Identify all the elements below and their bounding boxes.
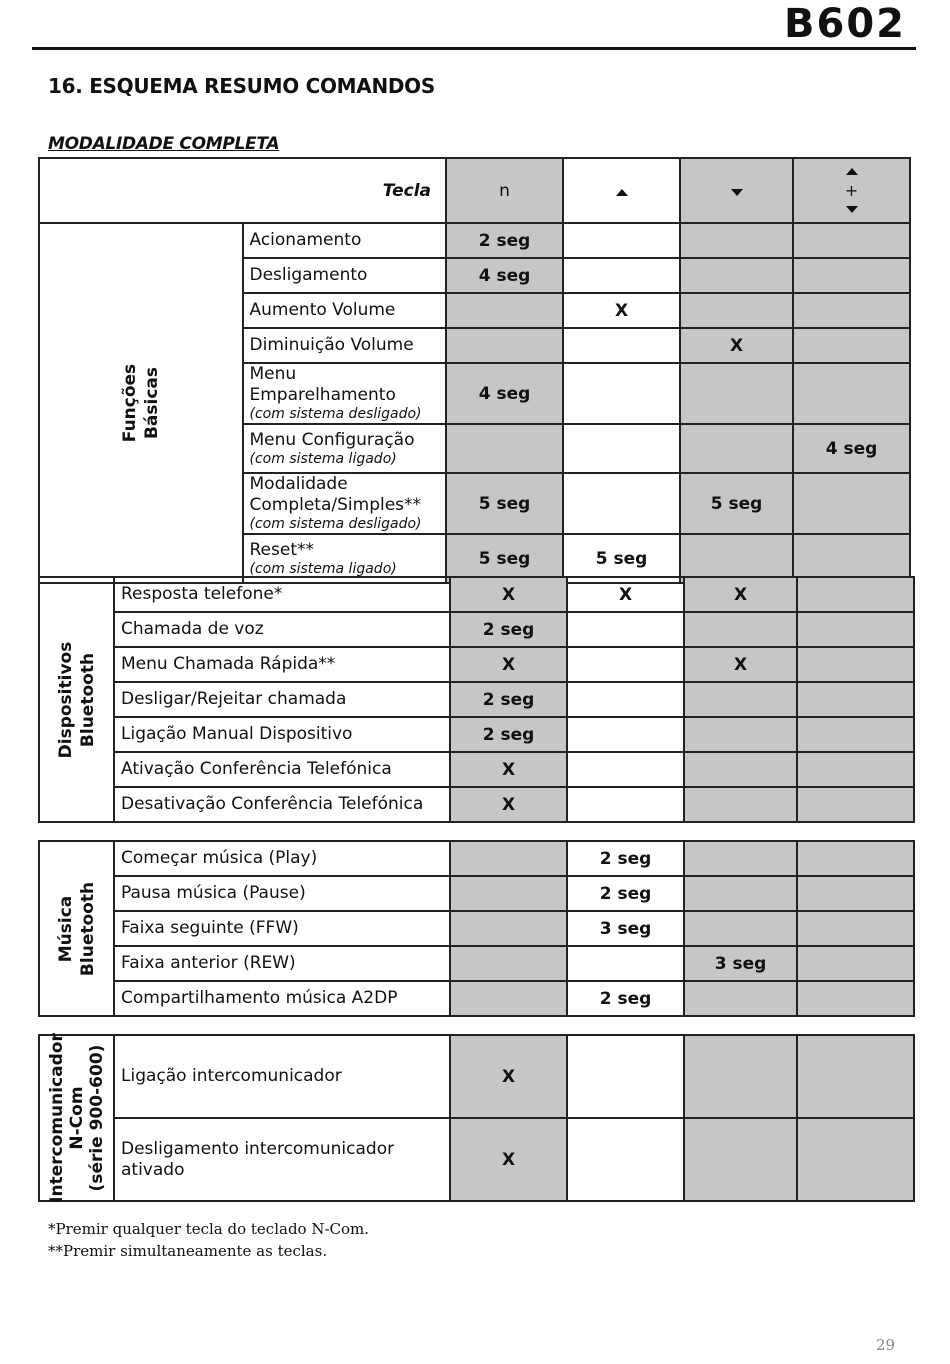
row-label-text: Menu Emparelhamento xyxy=(249,364,396,405)
table-row xyxy=(39,717,914,752)
footnote-1: *Premir qualquer tecla do teclado N-Com. xyxy=(48,1220,370,1238)
cell-key-up xyxy=(563,363,680,424)
cell-key-down xyxy=(684,911,797,946)
cell-key-down xyxy=(684,682,797,717)
cell-key-n: X xyxy=(450,1118,567,1201)
cell-key-up xyxy=(563,473,680,534)
table-row xyxy=(39,612,914,647)
cell-key-up xyxy=(563,424,680,473)
cell-key-down: X xyxy=(684,577,797,612)
cell-key-n: X xyxy=(450,752,567,787)
table-row xyxy=(39,752,914,787)
table-row xyxy=(39,876,914,911)
cell-key-down: 3 seg xyxy=(684,946,797,981)
cell-key-up xyxy=(563,258,680,293)
table-header-row xyxy=(39,158,910,223)
section-title: 16. ESQUEMA RESUMO COMANDOS xyxy=(48,74,435,98)
table-basic-functions xyxy=(38,157,911,584)
group-label-line: Básicas xyxy=(141,366,162,440)
table-row xyxy=(39,577,914,612)
row-label: Compartilhamento música A2DP xyxy=(114,981,450,1016)
row-label: Resposta telefone* xyxy=(114,577,450,612)
group-label-music xyxy=(39,841,114,1016)
cell-key-combo xyxy=(797,1035,914,1118)
group-label-line: Dispositivos xyxy=(55,641,76,758)
row-label: Desligamento intercomunicador ativado xyxy=(114,1118,450,1201)
row-label: Menu Chamada Rápida** xyxy=(114,647,450,682)
cell-key-combo xyxy=(793,328,910,363)
row-label xyxy=(243,363,447,424)
cell-key-combo xyxy=(793,473,910,534)
cell-key-up xyxy=(567,1118,684,1201)
table-row xyxy=(39,647,914,682)
table-row xyxy=(39,911,914,946)
group-label-intercom xyxy=(39,1035,114,1201)
cell-key-n xyxy=(450,981,567,1016)
cell-key-combo xyxy=(797,577,914,612)
cell-key-up: 2 seg xyxy=(567,876,684,911)
cell-key-n xyxy=(450,946,567,981)
row-label: Desativação Conferência Telefónica xyxy=(114,787,450,822)
header-key-up-plus-down xyxy=(793,158,910,223)
cell-key-down xyxy=(680,424,793,473)
row-label: Ligação Manual Dispositivo xyxy=(114,717,450,752)
row-label-text: Reset** xyxy=(249,539,314,560)
table-row xyxy=(39,223,910,258)
group-label-line: Bluetooth xyxy=(77,652,98,747)
row-label: Faixa anterior (REW) xyxy=(114,946,450,981)
cell-key-combo xyxy=(797,717,914,752)
cell-key-down xyxy=(684,1035,797,1118)
table-music-bluetooth xyxy=(38,840,915,1017)
cell-key-down xyxy=(684,1118,797,1201)
cell-key-down: 5 seg xyxy=(680,473,793,534)
header-key-n: n xyxy=(446,158,563,223)
cell-key-n: X xyxy=(450,647,567,682)
cell-key-down xyxy=(684,787,797,822)
group-label-line: (série 900-600) xyxy=(86,1044,107,1192)
cell-key-up xyxy=(567,752,684,787)
table-bluetooth-devices xyxy=(38,576,915,823)
cell-key-up xyxy=(567,647,684,682)
cell-key-combo xyxy=(793,258,910,293)
row-label xyxy=(243,473,447,534)
cell-key-n: 2 seg xyxy=(450,682,567,717)
cell-key-combo xyxy=(797,946,914,981)
cell-key-n: 5 seg xyxy=(446,473,563,534)
table-row xyxy=(39,1035,914,1118)
cell-key-up xyxy=(567,946,684,981)
cell-key-combo xyxy=(797,752,914,787)
cell-key-combo xyxy=(797,787,914,822)
header-rule xyxy=(32,47,916,50)
cell-key-down: X xyxy=(684,647,797,682)
cell-key-up xyxy=(567,717,684,752)
cell-key-n xyxy=(446,293,563,328)
group-label-bluetooth-devices xyxy=(39,577,114,822)
cell-key-n: 2 seg xyxy=(446,223,563,258)
row-label: Diminuição Volume xyxy=(243,328,447,363)
table-row xyxy=(39,682,914,717)
page-number: 29 xyxy=(876,1336,896,1354)
cell-key-down xyxy=(684,841,797,876)
cell-key-combo xyxy=(797,911,914,946)
cell-key-up: 5 seg xyxy=(563,534,680,583)
cell-key-combo xyxy=(797,647,914,682)
cell-key-down xyxy=(684,717,797,752)
row-label xyxy=(243,424,447,473)
cell-key-combo: 4 seg xyxy=(793,424,910,473)
brand-logo: B602 xyxy=(784,1,906,47)
arrow-down-icon xyxy=(731,189,743,196)
cell-key-combo xyxy=(797,841,914,876)
row-label-note: (com sistema desligado) xyxy=(249,516,422,532)
table-row xyxy=(39,981,914,1016)
table-row xyxy=(39,787,914,822)
cell-key-up: 2 seg xyxy=(567,841,684,876)
cell-key-n: 4 seg xyxy=(446,258,563,293)
cell-key-combo xyxy=(793,293,910,328)
cell-key-down xyxy=(684,876,797,911)
row-label-text: Modalidade Completa/Simples** xyxy=(249,474,422,515)
table-row xyxy=(39,946,914,981)
row-label: Começar música (Play) xyxy=(114,841,450,876)
cell-key-up: X xyxy=(563,293,680,328)
row-label: Ativação Conferência Telefónica xyxy=(114,752,450,787)
footnote-2: **Premir simultaneamente as teclas. xyxy=(48,1242,328,1260)
cell-key-combo xyxy=(797,612,914,647)
cell-key-n: X xyxy=(450,1035,567,1118)
cell-key-up: 3 seg xyxy=(567,911,684,946)
row-label: Acionamento xyxy=(243,223,447,258)
cell-key-up xyxy=(567,787,684,822)
row-label: Faixa seguinte (FFW) xyxy=(114,911,450,946)
arrow-down-icon xyxy=(846,206,858,213)
cell-key-combo xyxy=(797,1118,914,1201)
cell-key-down xyxy=(680,293,793,328)
group-label-basic xyxy=(39,223,243,583)
cell-key-up xyxy=(567,682,684,717)
row-label: Chamada de voz xyxy=(114,612,450,647)
group-label-line: Funções xyxy=(119,363,140,443)
cell-key-n: X xyxy=(450,787,567,822)
footnotes xyxy=(48,1218,369,1262)
header-key-up xyxy=(563,158,680,223)
row-label-text: Menu Configuração xyxy=(249,429,415,450)
row-label: Desligar/Rejeitar chamada xyxy=(114,682,450,717)
cell-key-n xyxy=(450,911,567,946)
cell-key-down xyxy=(680,258,793,293)
header-tecla: Tecla xyxy=(39,158,446,223)
row-label: Desligamento xyxy=(243,258,447,293)
cell-key-up xyxy=(563,328,680,363)
arrow-up-icon xyxy=(846,168,858,175)
group-label-line: Bluetooth xyxy=(77,881,98,976)
row-label: Ligação intercomunicador xyxy=(114,1035,450,1118)
cell-key-combo xyxy=(797,876,914,911)
table-row xyxy=(39,1118,914,1201)
cell-key-n: X xyxy=(450,577,567,612)
section-subtitle: MODALIDADE COMPLETA xyxy=(48,134,280,154)
cell-key-n xyxy=(450,841,567,876)
cell-key-combo xyxy=(797,981,914,1016)
cell-key-n: 2 seg xyxy=(450,717,567,752)
group-label-line: N-Com xyxy=(66,1086,87,1150)
cell-key-n xyxy=(446,328,563,363)
group-label-line: Intercomunicador xyxy=(46,1033,67,1203)
plus-sign: + xyxy=(844,181,859,200)
cell-key-combo xyxy=(793,363,910,424)
table-intercom xyxy=(38,1034,915,1202)
row-label: Pausa música (Pause) xyxy=(114,876,450,911)
cell-key-down xyxy=(680,223,793,258)
cell-key-up: X xyxy=(567,577,684,612)
cell-key-up xyxy=(567,1035,684,1118)
cell-key-up: 2 seg xyxy=(567,981,684,1016)
cell-key-up xyxy=(563,223,680,258)
cell-key-n xyxy=(446,424,563,473)
row-label-note: (com sistema desligado) xyxy=(249,406,422,422)
cell-key-n xyxy=(450,876,567,911)
row-label-note: (com sistema ligado) xyxy=(249,560,397,577)
group-label-line: Música xyxy=(55,895,76,962)
cell-key-n: 2 seg xyxy=(450,612,567,647)
cell-key-down xyxy=(684,752,797,787)
row-label: Aumento Volume xyxy=(243,293,447,328)
cell-key-combo xyxy=(797,682,914,717)
cell-key-combo xyxy=(793,223,910,258)
cell-key-up xyxy=(567,612,684,647)
cell-key-down xyxy=(680,363,793,424)
cell-key-down xyxy=(684,981,797,1016)
row-label-note: (com sistema ligado) xyxy=(249,450,397,467)
arrow-up-icon xyxy=(616,189,628,196)
header-key-down xyxy=(680,158,793,223)
cell-key-n: 4 seg xyxy=(446,363,563,424)
table-row xyxy=(39,841,914,876)
cell-key-n: 5 seg xyxy=(446,534,563,583)
cell-key-down xyxy=(684,612,797,647)
cell-key-down: X xyxy=(680,328,793,363)
